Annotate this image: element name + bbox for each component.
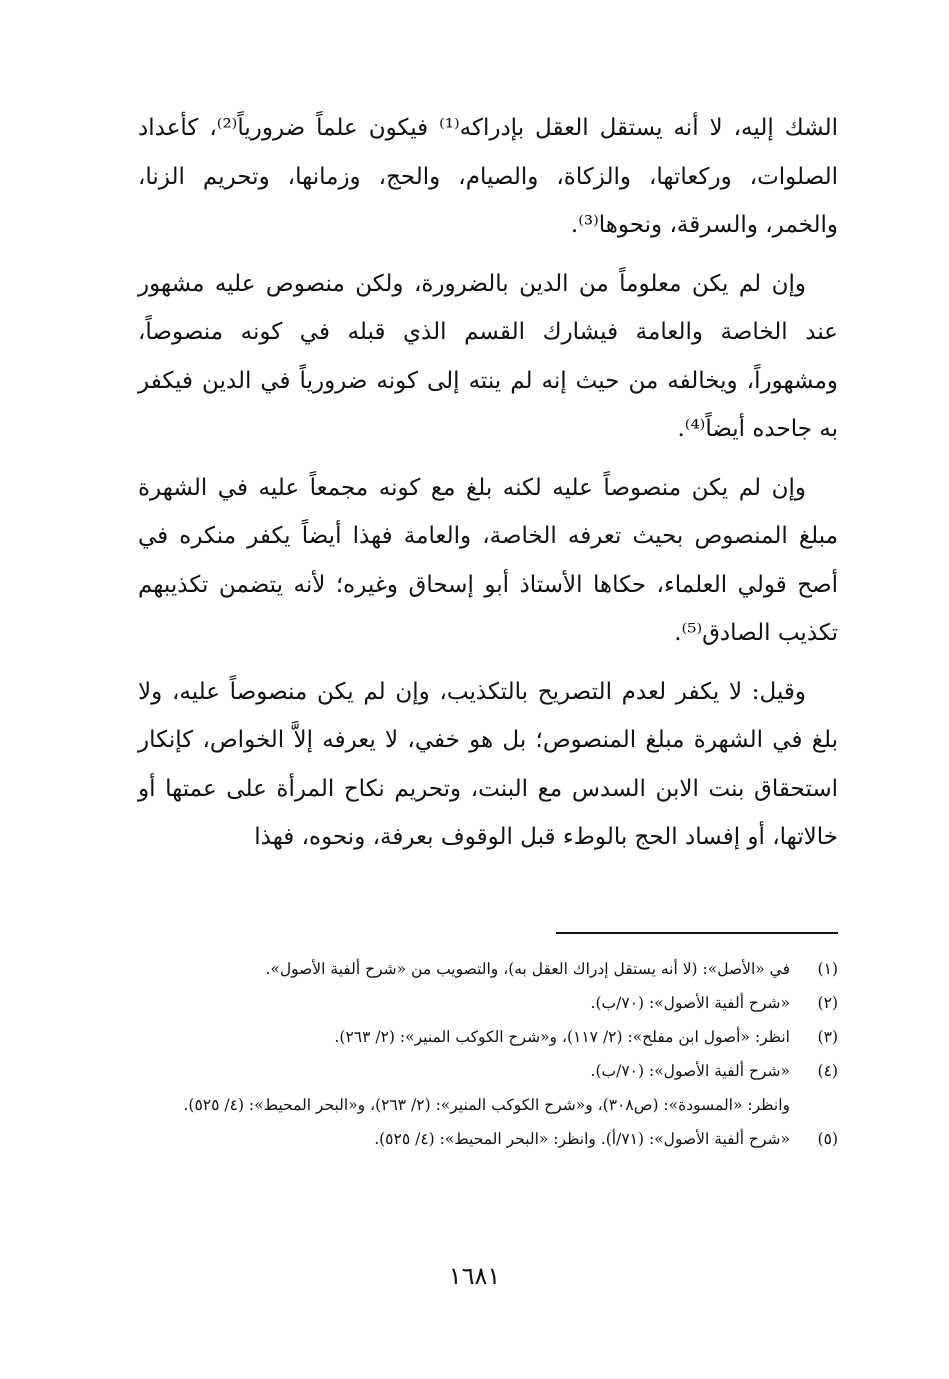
footnote-number: (٢) bbox=[817, 994, 838, 1012]
footnote-separator bbox=[556, 932, 838, 934]
footnote-number: (١) bbox=[817, 960, 838, 978]
main-text bbox=[138, 104, 838, 872]
footnote-4 bbox=[138, 1054, 838, 1088]
footnote-text: «شرح ألفية الأصول»: (٧١/أ). وانظر: «البحر المحيط»: (٤/ ٥٢٥). bbox=[374, 1130, 790, 1148]
footnote-number: (٣) bbox=[817, 1028, 838, 1046]
footnote-number: (٥) bbox=[817, 1130, 838, 1148]
footnote-5 bbox=[138, 1122, 838, 1156]
footnote-1 bbox=[138, 952, 838, 986]
paragraph-4: وقيل: لا يكفر لعدم التصريح بالتكذيب، وإن لم يكن منصوصاً عليه، ولا بلغ في الشهرة مبلغ المنصوص؛ بل هو خفي، لا يعرفه إلاَّ الخواص، كإنكار استحقاق بنت الابن السدس مع البنت، وتحريم نكاح المرأة على عمتها أو خالاتها، أو إفساد الحج بالوطء قبل الوقوف بعرفة، ونحوه، فهذا bbox=[138, 678, 838, 850]
footnote-3 bbox=[138, 1020, 838, 1054]
footnote-text: انظر: «أصول ابن مفلح»: (٢/ ١١٧)، و«شرح الكوكب المنير»: (٢/ ٢٦٣). bbox=[334, 1028, 790, 1046]
footnote-number: (٤) bbox=[817, 1062, 838, 1080]
paragraph-3: وإن لم يكن منصوصاً عليه لكنه بلغ مع كونه مجمعاً عليه في الشهرة مبلغ المنصوص بحيث تعرفه الخاصة، والعامة فهذا أيضاً يكفر منكره في أصح قولي العلماء، حكاها الأستاذ أبو إسحاق وغيره؛ لأنه يتضمن تكذيبهم تكذيب الصادق⁽⁵⁾. bbox=[138, 474, 838, 646]
footnote-2 bbox=[138, 986, 838, 1020]
paragraph-1: الشك إليه، لا أنه يستقل العقل بإدراكه⁽¹⁾ فيكون علماً ضرورياً⁽²⁾، كأعداد الصلوات، وركعاتها، والزكاة، والصيام، والحج، وزمانها، وتحريم الزنا، والخمر، والسرقة، ونحوها⁽³⁾. bbox=[138, 115, 838, 238]
footnotes bbox=[138, 952, 838, 1156]
footnote-text: في «الأصل»: (لا أنه يستقل إدراك العقل به)، والتصويب من «شرح ألفية الأصول». bbox=[265, 960, 790, 978]
footnote-text: «شرح ألفية الأصول»: (٧٠/ب). bbox=[590, 994, 790, 1012]
footnote-text: «شرح ألفية الأصول»: (٧٠/ب). bbox=[590, 1062, 790, 1080]
page-number: ١٦٨١ bbox=[448, 1262, 501, 1290]
footnote-4-continuation: وانظر: «المسودة»: (ص٣٠٨)، و«شرح الكوكب المنير»: (٢/ ٢٦٣)، و«البحر المحيط»: (٤/ ٥٢٥). bbox=[183, 1096, 790, 1114]
paragraph-2: وإن لم يكن معلوماً من الدين بالضرورة، ولكن منصوص عليه مشهور عند الخاصة والعامة فيشارك القسم الذي قبله في كونه منصوصاً، ومشهوراً، ويخالفه من حيث إنه لم ينته إلى كونه ضرورياً في الدين فيكفر به جاحده أيضاً⁽⁴⁾. bbox=[138, 270, 838, 442]
